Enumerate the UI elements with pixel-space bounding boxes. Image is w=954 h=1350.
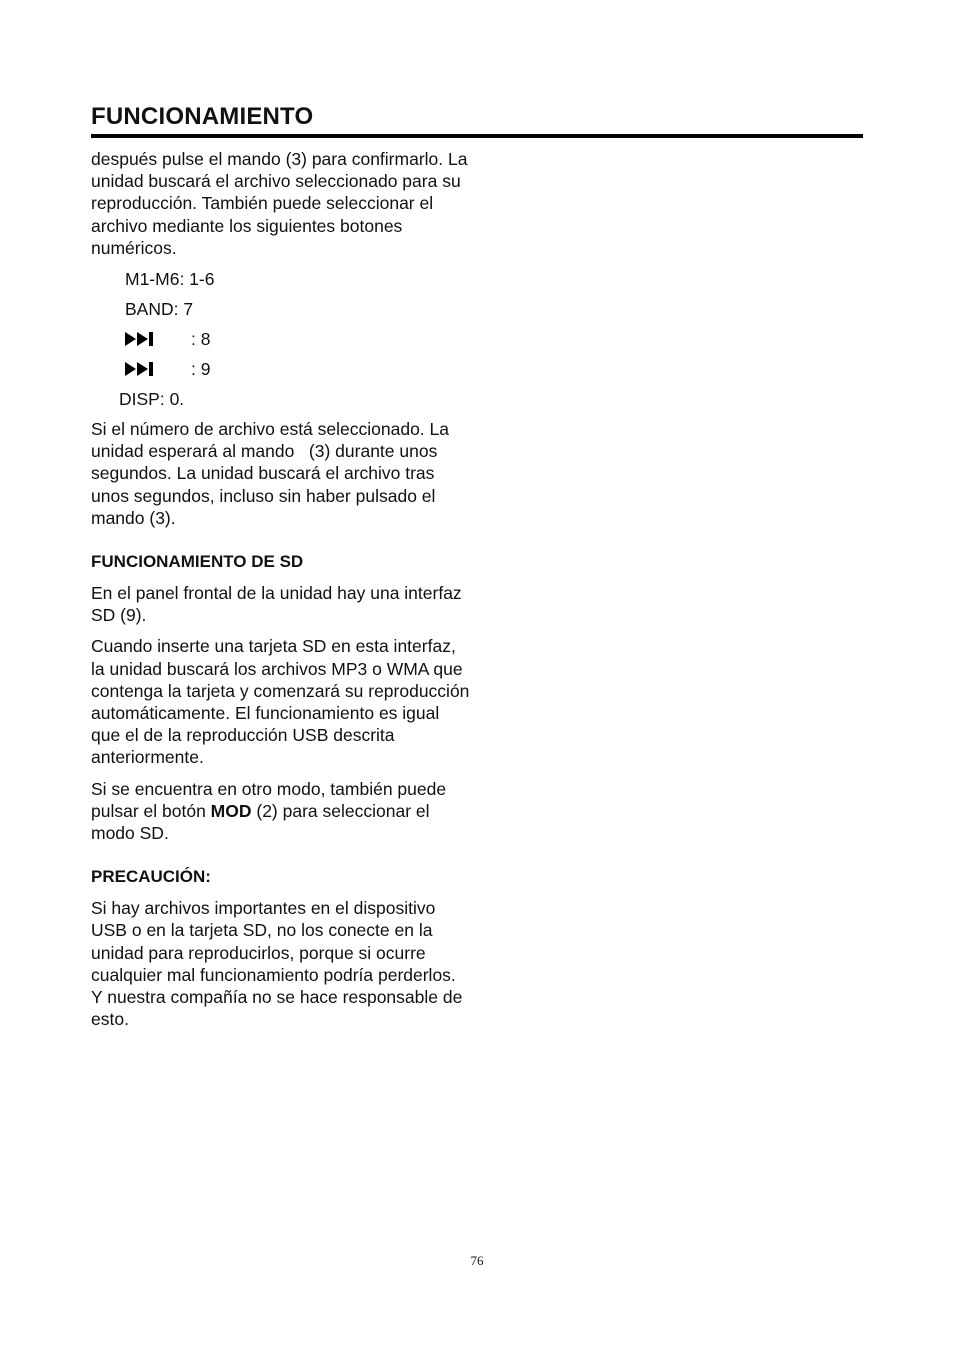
page-number: 76 xyxy=(470,1253,484,1268)
sd-paragraph-3 xyxy=(91,778,471,845)
list-item-label: : 9 xyxy=(191,359,211,380)
sd-p3-text-before: Si se encuentra en otro modo, también puede pulsar el botón xyxy=(91,778,447,821)
list-item-label: DISP: 0. xyxy=(119,389,185,410)
text-column xyxy=(91,148,471,1030)
sd-paragraph-1: En el panel frontal de la unidad hay una interfaz SD (9). xyxy=(91,583,462,626)
list-item xyxy=(91,384,471,414)
page-title: FUNCIONAMIENTO xyxy=(91,103,314,130)
intro-paragraph: después pulse el mando (3) para confirmarlo. La unidad buscará el archivo seleccionado para su reproducción. También puede seleccionar el archivo mediante los siguientes botones numéricos. xyxy=(91,149,468,258)
sd-section-heading: FUNCIONAMIENTO DE SD xyxy=(91,552,304,572)
list-item-label: BAND: 7 xyxy=(125,299,194,320)
button-mapping-list xyxy=(91,264,471,414)
list-item-label: M1-M6: 1-6 xyxy=(125,269,215,290)
list-item xyxy=(91,264,471,294)
list-item-label: : 8 xyxy=(191,329,211,350)
after-list-paragraph: Si el número de archivo está seleccionado. La unidad esperará al mando (3) durante unos segundos. La unidad buscará el archivo tras unos segundos, incluso sin haber pulsado el mando (3). xyxy=(91,419,454,528)
skip-forward-icon xyxy=(125,332,165,346)
caution-heading: PRECAUCIÓN: xyxy=(91,867,211,887)
title-rule xyxy=(91,134,863,138)
sd-paragraph-2: Cuando inserte una tarjeta SD en esta interfaz, la unidad buscará los archivos MP3 o WMA que contenga la tarjeta y comenzará su reproducción automáticamente. El funcionamiento es igual que el de la reproducción USB descrita anteriormente. xyxy=(91,636,470,768)
list-item xyxy=(91,294,471,324)
sd-p3-text-after: (2) para seleccionar el modo SD. xyxy=(91,800,430,844)
list-item xyxy=(91,324,471,354)
list-item xyxy=(91,354,471,384)
mod-button-label: MOD xyxy=(210,800,252,821)
skip-forward-icon xyxy=(125,362,165,376)
caution-paragraph: Si hay archivos importantes en el dispositivo USB o en la tarjeta SD, no los conecte en la unidad para reproducirlos, porque si ocurre cualquier mal funcionamiento podría perderlos. Y nuestra compañía no se hace responsable de esto. xyxy=(91,898,463,1030)
